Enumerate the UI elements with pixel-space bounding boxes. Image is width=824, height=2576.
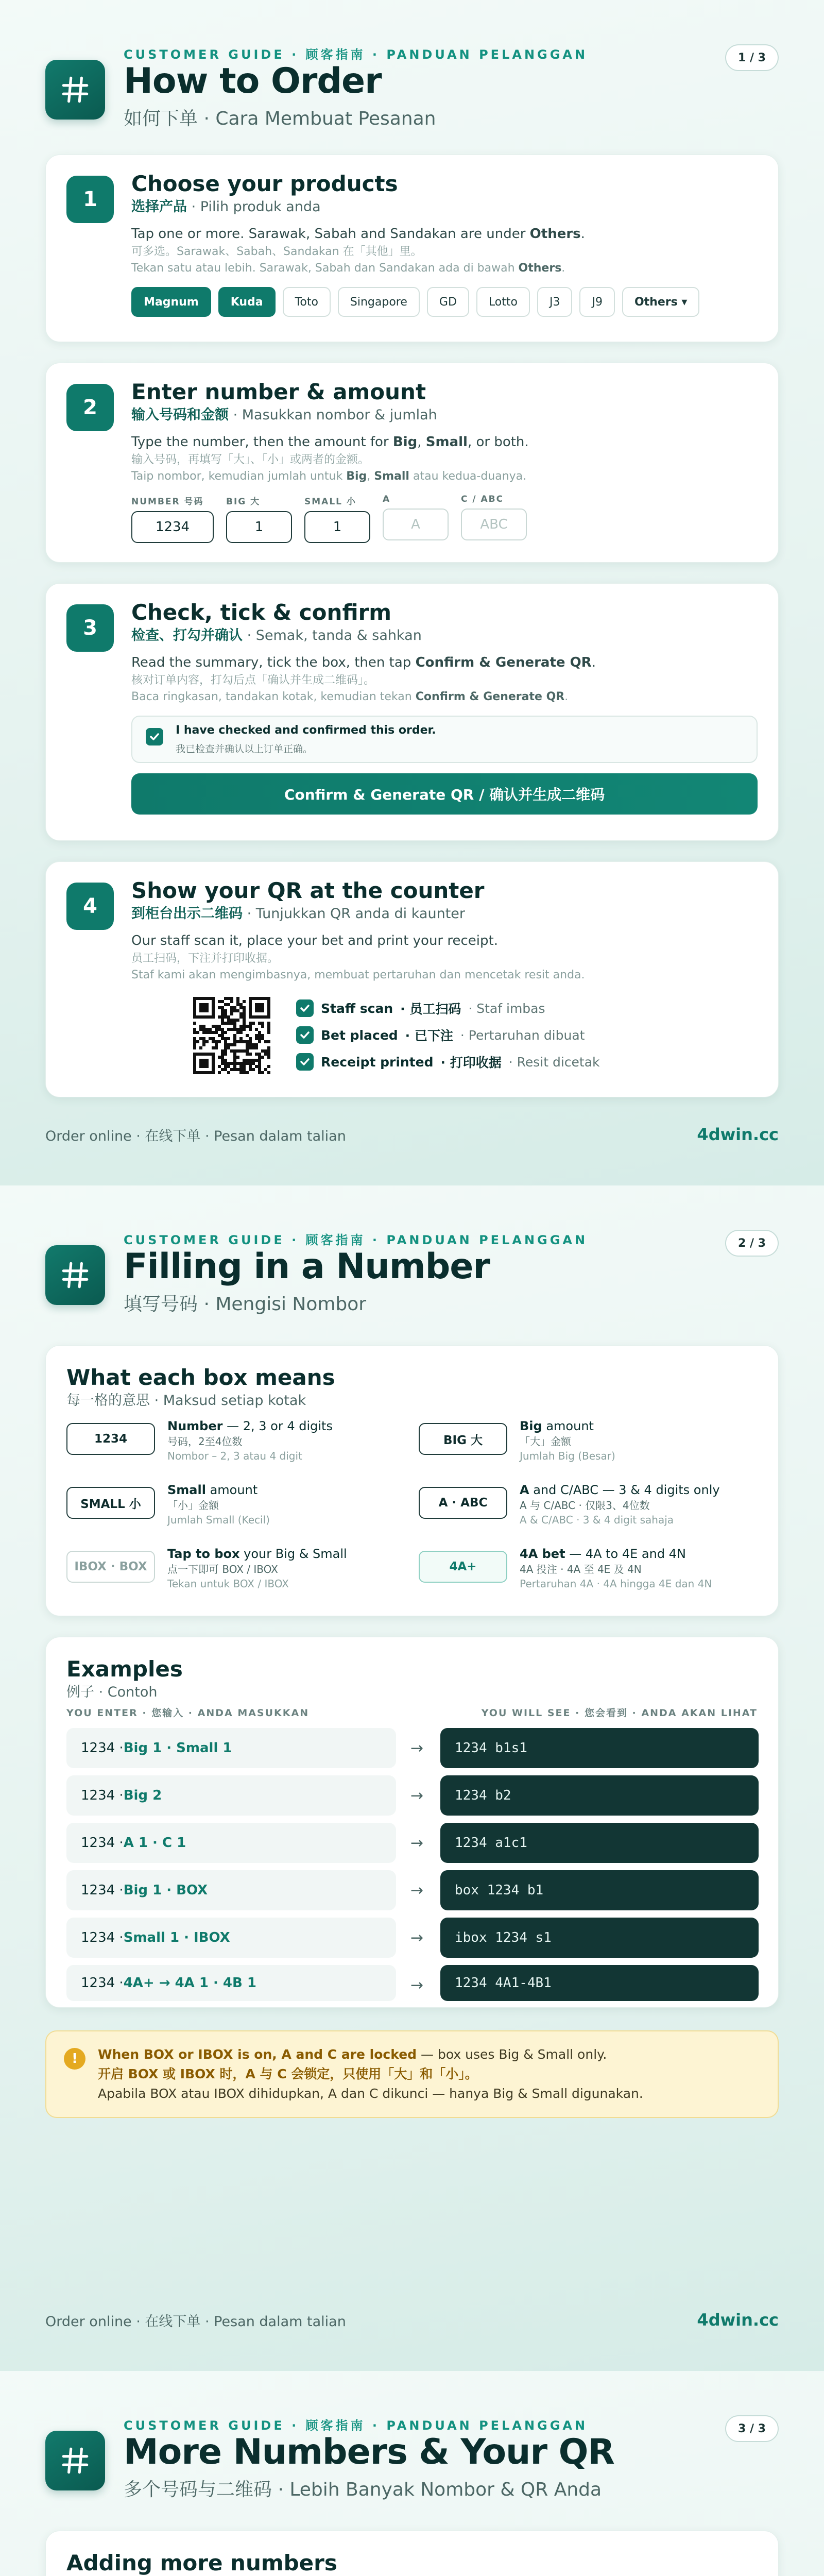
example-output: 1234 b2	[440, 1775, 759, 1816]
field-label: A	[383, 494, 391, 504]
field-label: NUMBER 号码	[131, 497, 204, 507]
checklist-item: Staff scan · 员工扫码 · Staf imbas	[296, 999, 600, 1018]
arrow-right-icon: →	[410, 1929, 424, 1947]
checklist-item: Bet placed · 已下注 · Pertaruhan dibuat	[296, 1026, 600, 1044]
warning-text-ms: Apabila BOX atau IBOX dihidupkan, A dan C dikunci — hanya Big & Small digunakan.	[98, 2086, 643, 2101]
step-number: 2	[66, 384, 114, 431]
product-pill-j9[interactable]: J9	[579, 287, 615, 317]
section-title: What each box means	[66, 1365, 335, 1390]
confirm-generate-qr-button[interactable]: Confirm & Generate QR / 确认并生成二维码	[131, 773, 758, 815]
page-indicator: 3 / 3	[725, 2415, 779, 2442]
small-input[interactable]: 1	[304, 511, 370, 543]
step-text-en: Read the summary, tick the box, then tap Confirm & Generate QR.	[131, 655, 596, 670]
arrow-right-icon: →	[410, 1882, 424, 1900]
example-output: 1234 4A1-4B1	[440, 1965, 759, 2001]
example-output: 1234 b1s1	[440, 1728, 759, 1768]
footer-text: Order online · 在线下单 · Pesan dalam talian	[45, 2314, 346, 2330]
footer-site-link[interactable]: 4dwin.cc	[697, 2310, 779, 2330]
step-title: Show your QR at the counter	[131, 878, 485, 903]
example-row: 1234 · 4A+ → 4A 1 · 4B 1 → 1234 4A1-4B1	[66, 1965, 759, 2001]
section-subtitle: 每一格的意思 · Maksud setiap kotak	[66, 1393, 306, 1409]
number-entry-fields	[131, 494, 758, 543]
step-text-zh: 输入号码，再填写「大」、「小」或两者的金额。	[131, 453, 370, 466]
step-text-en: Our staff scan it, place your bet and print your receipt.	[131, 933, 498, 948]
ibox-box-chip: IBOX · BOX	[66, 1551, 155, 1583]
page-title: Filling in a Number	[124, 1246, 490, 1287]
arrow-right-icon: →	[410, 1834, 424, 1852]
step-text-zh: 可多选。Sarawak、Sabah、Sandakan 在「其他」里。	[131, 245, 422, 258]
product-pill-j3[interactable]: J3	[537, 287, 573, 317]
section-title: Adding more numbers	[66, 2550, 337, 2575]
arrow-right-icon: →	[410, 1787, 424, 1805]
warning-text-zh: 开启 BOX 或 IBOX 时，A 与 C 会锁定，只使用「大」和「小」。	[98, 2066, 478, 2081]
step-text-ms: Tekan satu atau lebih. Sarawak, Sabah dan Sandakan ada di bawah Others.	[131, 262, 565, 275]
example-row: 1234 · A 1 · C 1 → 1234 a1c1	[66, 1823, 759, 1863]
product-pill-gd[interactable]: GD	[427, 287, 469, 317]
step-text-zh: 核对订单内容，打勾后点「确认并生成二维码」。	[131, 674, 375, 687]
page-subtitle: 填写号码 · Mengisi Nombor	[124, 1294, 367, 1315]
box-meaning-item: A · ABC A and C/ABC — 3 & 4 digits only A 与 C/ABC · 仅限3、4位数 A & C/ABC · 3 & 4 digit sahaja	[419, 1482, 759, 1544]
arrow-right-icon: →	[410, 1976, 424, 1994]
step-text-en: Tap one or more. Sarawak, Sabah and Sandakan are under Others.	[131, 226, 585, 242]
page-more-numbers-qr	[0, 2371, 824, 2576]
page-indicator: 2 / 3	[725, 1230, 779, 1257]
step-text-zh: 员工扫码，下注并打印收据。	[131, 952, 279, 965]
product-pill-kuda[interactable]: Kuda	[218, 287, 276, 317]
example-output: 1234 a1c1	[440, 1823, 759, 1863]
example-row: 1234 · Big 2 → 1234 b2	[66, 1775, 759, 1816]
adding-numbers-card	[45, 2531, 779, 2576]
example-row: 1234 · Small 1 · IBOX → ibox 1234 s1	[66, 1918, 759, 1958]
number-input[interactable]: 1234	[131, 511, 214, 543]
page-how-to-order	[0, 0, 824, 1185]
product-pill-toto[interactable]: Toto	[283, 287, 331, 317]
page-subtitle: 多个号码与二维码 · Lebih Banyak Nombor & QR Anda	[124, 2479, 602, 2500]
box-lock-warning	[45, 2030, 779, 2118]
step-text-en: Type the number, then the amount for Big, Small, or both.	[131, 434, 529, 450]
product-selector	[131, 287, 758, 317]
product-pill-lotto[interactable]: Lotto	[476, 287, 530, 317]
checkbox-label: I have checked and confirmed this order.	[176, 724, 436, 737]
footer-site-link[interactable]: 4dwin.cc	[697, 1125, 779, 1144]
checklist-item: Receipt printed · 打印收据 · Resit dicetak	[296, 1053, 600, 1071]
arrow-right-icon: →	[410, 1739, 424, 1757]
checkmark-icon	[296, 999, 314, 1017]
example-row: 1234 · Big 1 · BOX → box 1234 b1	[66, 1870, 759, 1910]
eyebrow: CUSTOMER GUIDE · 顾客指南 · PANDUAN PELANGGAN	[124, 2418, 588, 2433]
checkbox-label-zh: 我已检查并确认以上订单正确。	[176, 743, 313, 755]
step-card-show-qr	[45, 861, 779, 1097]
field-label: SMALL 小	[304, 497, 356, 507]
abc-input[interactable]: ABC	[461, 509, 527, 540]
page-title: More Numbers & Your QR	[124, 2432, 614, 2472]
counter-checklist	[296, 999, 600, 1071]
eyebrow: CUSTOMER GUIDE · 顾客指南 · PANDUAN PELANGGAN	[124, 1233, 588, 1247]
hash-logo-icon	[45, 60, 105, 120]
step-text-ms: Staf kami akan mengimbasnya, membuat pertaruhan dan mencetak resit anda.	[131, 969, 585, 981]
checkmark-icon[interactable]	[146, 728, 163, 745]
page-subtitle: 如何下单 · Cara Membuat Pesanan	[124, 108, 436, 129]
column-header-see: YOU WILL SEE · 您会看到 · ANDA AKAN LIHAT	[481, 1707, 758, 1719]
hash-logo-icon	[45, 1245, 105, 1305]
a-input[interactable]: A	[383, 509, 449, 540]
step-number: 3	[66, 604, 114, 652]
big-chip: BIG 大	[419, 1423, 507, 1455]
step-card-confirm	[45, 583, 779, 841]
page-indicator: 1 / 3	[725, 44, 779, 71]
warning-text-en: When BOX or IBOX is on, A and C are locked — box uses Big & Small only.	[98, 2047, 607, 2062]
page-header	[45, 2413, 779, 2516]
small-chip: SMALL 小	[66, 1487, 155, 1519]
step-title: Check, tick & confirm	[131, 600, 392, 625]
step-subtitle: 选择产品 · Pilih produk anda	[131, 199, 321, 215]
step-text-ms: Taip nombor, kemudian jumlah untuk Big, Small atau kedua-duanya.	[131, 470, 527, 483]
page-footer	[45, 2310, 779, 2331]
step-number: 4	[66, 883, 114, 930]
product-pill-singapore[interactable]: Singapore	[338, 287, 420, 317]
step-title: Enter number & amount	[131, 379, 426, 404]
step-card-enter-number	[45, 363, 779, 563]
step-subtitle: 检查、打勾并确认 · Semak, tanda & sahkan	[131, 628, 422, 643]
example-row: 1234 · Big 1 · Small 1 → 1234 b1s1	[66, 1728, 759, 1768]
big-input[interactable]: 1	[226, 511, 292, 543]
box-meanings-card	[45, 1345, 779, 1616]
step-subtitle: 到柜台出示二维码 · Tunjukkan QR anda di kaunter	[131, 906, 465, 922]
step-title: Choose your products	[131, 171, 398, 196]
examples-card	[45, 1637, 779, 2008]
4a-chip: 4A+	[419, 1551, 507, 1583]
eyebrow: CUSTOMER GUIDE · 顾客指南 · PANDUAN PELANGGAN	[124, 47, 588, 62]
box-meaning-item: SMALL 小 Small amount 「小」金额 Jumlah Small (Kecil)	[66, 1482, 406, 1544]
box-meaning-item: 4A+ 4A bet — 4A to 4E and 4N 4A 投注 · 4A 至 4E 及 4N Pertaruhan 4A · 4A hingga 4E dan 4N	[419, 1546, 759, 1607]
field-label: C / ABC	[461, 494, 504, 504]
section-subtitle: 例子 · Contoh	[66, 1684, 158, 1700]
others-dropdown[interactable]: Others ▾	[622, 287, 699, 317]
qr-code-icon	[193, 997, 270, 1076]
checkmark-icon	[296, 1053, 314, 1071]
page-title: How to Order	[124, 61, 382, 101]
step-text-ms: Baca ringkasan, tandakan kotak, kemudian tekan Confirm & Generate QR.	[131, 690, 569, 703]
page-filling-number	[0, 1185, 824, 2371]
footer-text: Order online · 在线下单 · Pesan dalam talian	[45, 1128, 346, 1144]
page-header	[45, 1228, 779, 1331]
page-footer	[45, 1125, 779, 1145]
number-chip: 1234	[66, 1423, 155, 1455]
column-header-enter: YOU ENTER · 您输入 · ANDA MASUKKAN	[66, 1707, 310, 1719]
confirm-checkbox-row[interactable]	[131, 716, 758, 763]
step-card-choose-products	[45, 155, 779, 342]
product-pill-magnum[interactable]: Magnum	[131, 287, 211, 317]
box-meaning-item: BIG 大 Big amount 「大」金额 Jumlah Big (Besar)	[419, 1418, 759, 1480]
box-meaning-item: IBOX · BOX Tap to box your Big & Small 点一下即可 BOX / IBOX Tekan untuk BOX / IBOX	[66, 1546, 406, 1607]
example-output: box 1234 b1	[440, 1870, 759, 1910]
field-label: BIG 大	[226, 497, 261, 507]
page-header	[45, 42, 779, 145]
warning-icon: !	[64, 2048, 85, 2070]
step-number: 1	[66, 176, 114, 223]
a-abc-chip: A · ABC	[419, 1487, 507, 1519]
checkmark-icon	[296, 1026, 314, 1044]
box-meaning-item: 1234 Number — 2, 3 or 4 digits 号码，2至4位数 Nombor – 2, 3 atau 4 digit	[66, 1418, 406, 1480]
step-subtitle: 输入号码和金额 · Masukkan nombor & jumlah	[131, 407, 437, 423]
hash-logo-icon	[45, 2431, 105, 2490]
section-title: Examples	[66, 1656, 183, 1682]
example-output: ibox 1234 s1	[440, 1918, 759, 1958]
